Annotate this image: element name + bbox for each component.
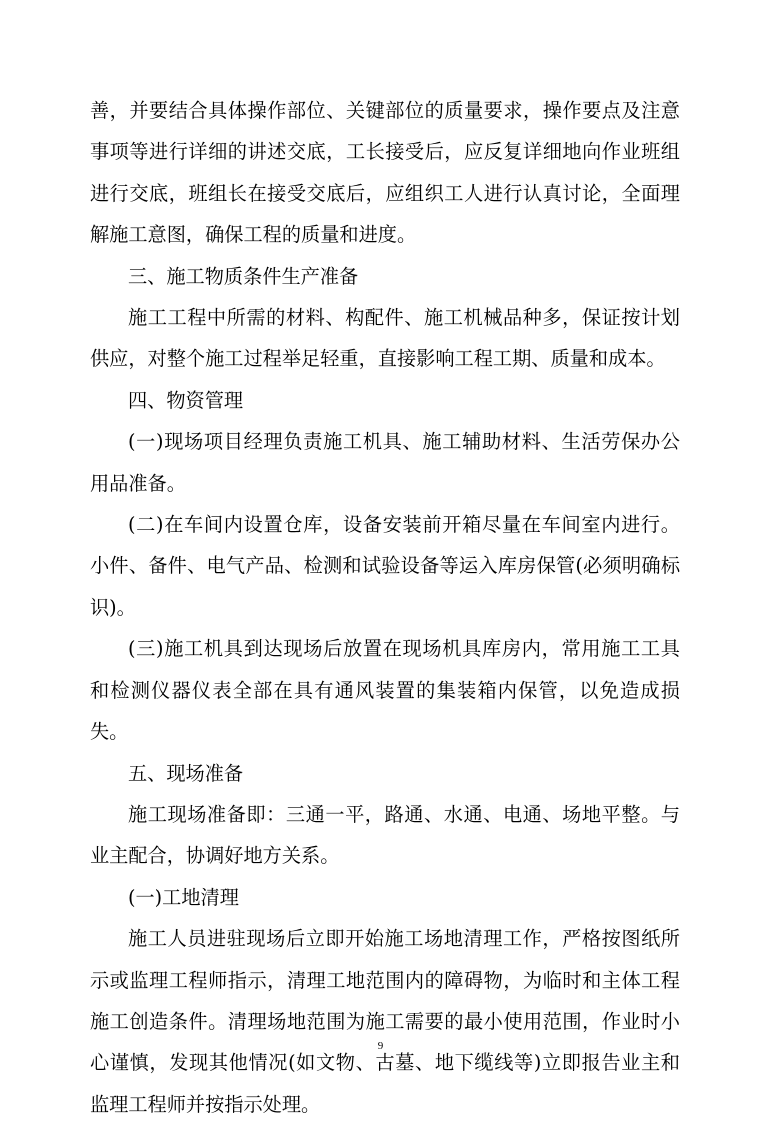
paragraph-item-3: (三)施工机具到达现场后放置在现场机具库房内，常用施工工具和检测仪器仪表全部在具有通风装置的集装箱内保管，以免造成损失。	[90, 637, 680, 744]
paragraph-item-1: (一)现场项目经理负责施工机具、施工辅助材料、生活劳保办公用品准备。	[90, 430, 680, 495]
paragraph-continued: 善，并要结合具体操作部位、关键部位的质量要求，操作要点及注意事项等进行详细的讲述交底，工长接受后，应反复详细地向作业班组进行交底，班组长在接受交底后，应组织工人进行认真讨论，全面理解施工意图，确保工程的质量和进度。	[90, 99, 680, 247]
section-heading-3: 三、施工物质条件生产准备	[128, 264, 359, 288]
section-heading-5: 五、现场准备	[128, 761, 244, 785]
paragraph-site-prep: 施工现场准备即：三通一平，路通、水通、电通、场地平整。与业主配合，协调好地方关系。	[90, 802, 680, 868]
section-heading-4: 四、物资管理	[128, 388, 244, 412]
subsection-heading-site-clearing: (一)工地清理	[128, 885, 239, 909]
paragraph-materials: 施工工程中所需的材料、构配件、施工机械品种多，保证按计划供应，对整个施工过程举足轻重，直接影响工程工期、质量和成本。	[90, 306, 680, 371]
paragraph-item-2: (二)在车间内设置仓库，设备安装前开箱尽量在车间室内进行。小件、备件、电气产品、检测和试验设备等运入库房保管(必须明确标识)。	[90, 513, 680, 619]
page-number: 9	[377, 1040, 384, 1052]
paragraph-site-clearing: 施工人员进驻现场后立即开始施工场地清理工作，严格按图纸所示或监理工程师指示，清理工地范围内的障碍物，为临时和主体工程施工创造条件。清理场地范围为施工需要的最小使用范围，作业时小心谨慎，发现其他情况(如文物、古墓、地下缆线等)立即报告业主和监理工程师并按指示处理。	[90, 927, 680, 1116]
document-body	[90, 90, 680, 1125]
